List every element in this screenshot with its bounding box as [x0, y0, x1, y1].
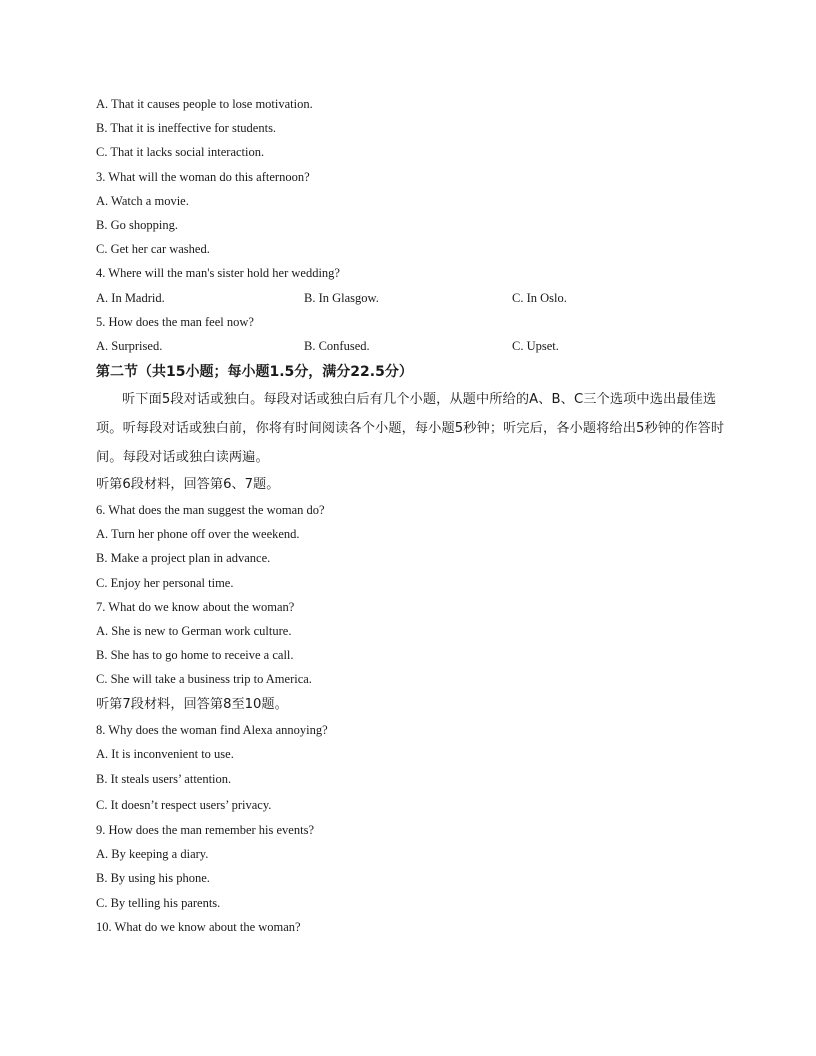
option-b: B. That it is ineffective for students.	[96, 121, 277, 136]
exam-page	[96, 92, 726, 939]
question-7: 7. What do we know about the woman?	[96, 599, 295, 614]
question-6: 6. What does the man suggest the woman do?	[96, 503, 325, 518]
question-8: 8. Why does the woman find Alexa annoying?	[96, 722, 328, 737]
q4-options	[96, 286, 726, 310]
option-c: C. That it lacks social interaction.	[96, 145, 265, 160]
q4-option-a: A. In Madrid.	[96, 290, 165, 305]
q8-option-c: C. It doesn’t respect users’ privacy.	[96, 797, 272, 812]
q4-option-b: B. In Glasgow.	[304, 290, 379, 305]
q3-option-b: B. Go shopping.	[96, 217, 178, 232]
q9-option-b: B. By using his phone.	[96, 871, 210, 886]
q5-options	[96, 334, 726, 358]
q6-option-a: A. Turn her phone off over the weekend.	[96, 527, 300, 542]
question-4: 4. Where will the man's sister hold her wedding?	[96, 266, 340, 281]
q3-option-a: A. Watch a movie.	[96, 193, 189, 208]
q7-option-c: C. She will take a business trip to America.	[96, 672, 312, 687]
q5-option-a: A. Surprised.	[96, 338, 163, 353]
q4-option-c: C. In Oslo.	[512, 290, 567, 305]
q5-option-c: C. Upset.	[512, 338, 559, 353]
q6-option-b: B. Make a project plan in advance.	[96, 551, 271, 566]
q3-option-c: C. Get her car washed.	[96, 242, 210, 257]
section-heading: 第二节（共15小题；每小题1.5分，满分22.5分）	[96, 364, 413, 381]
q5-option-b: B. Confused.	[304, 338, 370, 353]
option-a: A. That it causes people to lose motivation.	[96, 97, 313, 111]
q8-option-a: A. It is inconvenient to use.	[96, 746, 234, 761]
section-instruction: 听下面5段对话或独白。每段对话或独白后有几个小题，从题中所给的A、B、C三个选项中选出最佳选项。听每段对话或独白前，你将有时间阅读各个小题，每小题5秒钟；听完后，各小题将给出5秒钟的作答时间。每段对话或独白读两遍。	[96, 392, 725, 466]
material-6-heading: 听第6段材料，回答第6、7题。	[96, 477, 280, 493]
q9-option-c: C. By telling his parents.	[96, 895, 221, 910]
question-5: 5. How does the man feel now?	[96, 314, 254, 329]
question-10: 10. What do we know about the woman?	[96, 919, 301, 934]
material-7-heading: 听第7段材料，回答第8至10题。	[96, 696, 288, 712]
question-9: 9. How does the man remember his events?	[96, 822, 314, 837]
question-3: 3. What will the woman do this afternoon?	[96, 169, 310, 184]
q8-option-b: B. It steals users’ attention.	[96, 771, 232, 786]
q7-option-b: B. She has to go home to receive a call.	[96, 648, 294, 663]
q6-option-c: C. Enjoy her personal time.	[96, 575, 234, 590]
q7-option-a: A. She is new to German work culture.	[96, 624, 292, 638]
q9-option-a: A. By keeping a diary.	[96, 847, 209, 862]
